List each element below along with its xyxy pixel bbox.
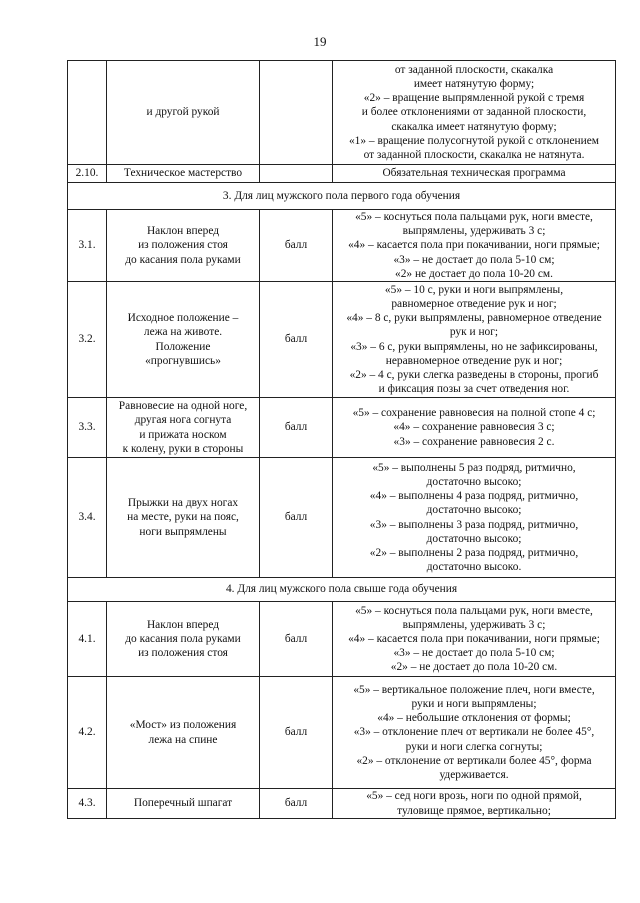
criteria-line: равномерное отведение рук и ног; [391, 297, 557, 310]
exercise-name-line: к колену, руки в стороны [122, 442, 244, 455]
criteria-line: рук и ног; [449, 326, 499, 339]
exercise-name-line: Наклон вперед [146, 618, 220, 631]
criteria-line: «3» – не достает до пола 5-10 см; [393, 647, 555, 660]
unit-cell: балл [260, 210, 333, 282]
criteria-line: и фиксация позы за счет отведения ног. [378, 383, 570, 396]
criteria-line: скакалка имеет натянутую форму; [391, 120, 557, 133]
criteria-line: Обязательная техническая программа [382, 167, 566, 180]
exercise-name-line: ноги выпрямлены [139, 525, 227, 538]
criteria-cell [333, 165, 616, 183]
exercise-name [107, 458, 260, 578]
exercise-name [107, 602, 260, 677]
criteria-line: удерживается. [439, 769, 509, 782]
item-number: 3.1. [68, 210, 107, 282]
exercise-name-line: «Мост» из положения [129, 719, 237, 732]
criteria-line: «5» – коснуться пола пальцами рук, ноги вместе, [355, 211, 593, 223]
criteria-line: «3» – выполнены 3 раза подряд, ритмично, [369, 518, 579, 531]
section-title: 3. Для лиц мужского пола первого года обучения [68, 183, 616, 210]
exercise-name-line: Равновесие на одной ноге, [118, 400, 248, 413]
criteria-line: достаточно высоко; [426, 532, 522, 545]
unit-cell [260, 61, 333, 165]
exercise-name-line: Техническое мастерство [123, 167, 243, 180]
exercise-name-line: из положения стоя [138, 239, 228, 252]
table-row [68, 165, 616, 183]
criteria-line: «3» – 6 с, руки выпрямлены, но не зафиксированы, [350, 340, 598, 353]
unit-cell: балл [260, 602, 333, 677]
exercise-name-line: на месте, руки на пояс, [127, 511, 239, 524]
exercise-name [107, 677, 260, 789]
exercise-name-line: Наклон вперед [146, 225, 220, 238]
criteria-line: неравномерное отведение рук и ног; [385, 354, 563, 367]
criteria-line: достаточно высоко; [426, 475, 522, 488]
exercise-name [107, 61, 260, 165]
section-row [68, 578, 616, 602]
unit-cell: балл [260, 282, 333, 398]
unit-cell: балл [260, 398, 333, 458]
exercise-name-line: и другой рукой [146, 106, 220, 119]
exercise-name-line: лежа на животе. [143, 326, 223, 339]
exercise-name-line: до касания пола руками [125, 253, 241, 266]
criteria-cell [333, 677, 616, 789]
item-number: 3.4. [68, 458, 107, 578]
criteria-line: «2» – не достает до пола 10-20 см. [390, 661, 558, 674]
exercise-name-line: и прижата носком [139, 428, 227, 441]
criteria-line: «2» – выполнены 2 раза подряд, ритмично, [369, 546, 579, 559]
exercise-name [107, 398, 260, 458]
unit-cell: балл [260, 789, 333, 819]
criteria-line: и более отклонениями от заданной плоскости, [361, 106, 587, 119]
item-number [68, 61, 107, 165]
criteria-line: руки и ноги выпрямлены; [411, 698, 537, 710]
criteria-line: от заданной плоскости, скакалка не натянута. [363, 149, 585, 161]
criteria-line: «4» – касается пола при покачивании, ноги прямые; [348, 632, 600, 645]
criteria-line: «5» – сохранение равновесия на полной стопе 4 с; [352, 407, 596, 420]
unit-cell [260, 165, 333, 183]
table-row [68, 677, 616, 789]
table-row [68, 789, 616, 819]
criteria-line: выпрямлены, удерживать 3 с; [402, 225, 546, 238]
criteria-cell [333, 602, 616, 677]
criteria-line: «5» – коснуться пола пальцами рук, ноги вместе, [355, 604, 593, 617]
table-row [68, 398, 616, 458]
criteria-line: от заданной плоскости, скакалка [394, 63, 554, 76]
standards-table [67, 60, 616, 819]
table-row [68, 602, 616, 677]
criteria-line: выпрямлены, удерживать 3 с; [402, 618, 546, 631]
criteria-cell [333, 789, 616, 819]
criteria-line: «5» – сед ноги врозь, ноги по одной прямой, [366, 790, 582, 803]
exercise-name-line: Прыжки на двух ногах [127, 497, 239, 510]
criteria-cell [333, 458, 616, 578]
criteria-line: туловище прямое, вертикально; [397, 804, 551, 817]
item-number: 3.2. [68, 282, 107, 398]
exercise-name [107, 789, 260, 819]
unit-cell: балл [260, 677, 333, 789]
criteria-line: «4» – 8 с, руки выпрямлены, равномерное отведение [346, 312, 602, 325]
criteria-cell [333, 61, 616, 165]
criteria-line: «3» – сохранение равновесия 2 с. [393, 435, 555, 448]
item-number: 2.10. [68, 165, 107, 183]
exercise-name [107, 210, 260, 282]
item-number: 4.1. [68, 602, 107, 677]
criteria-line: достаточно высоко. [426, 561, 522, 574]
page-number: 19 [313, 34, 327, 49]
exercise-name-line: Поперечный шпагат [133, 797, 233, 810]
criteria-line: «4» – сохранение равновесия 3 с; [393, 421, 555, 434]
item-number: 4.3. [68, 789, 107, 819]
table-row [68, 458, 616, 578]
criteria-line: «4» – касается пола при покачивании, ноги прямые; [348, 239, 600, 252]
exercise-name-line: «прогнувшись» [145, 354, 221, 367]
table-row [68, 210, 616, 282]
item-number: 4.2. [68, 677, 107, 789]
criteria-line: «2» – вращение выпрямленной рукой с тремя [363, 92, 585, 105]
criteria-cell [333, 210, 616, 282]
section-title: 4. Для лиц мужского пола свыше года обучения [68, 578, 616, 602]
criteria-line: «3» – отклонение плеч от вертикали не более 45°, [353, 726, 595, 739]
criteria-line: «5» – вертикальное положение плеч, ноги вместе, [353, 683, 595, 696]
criteria-line: «2» не достает до пола 10-20 см. [395, 267, 553, 280]
criteria-line: имеет натянутую форму; [413, 77, 535, 90]
exercise-name-line: Положение [155, 340, 211, 353]
exercise-name [107, 165, 260, 183]
criteria-cell [333, 398, 616, 458]
criteria-line: «4» – выполнены 4 раза подряд, ритмично, [369, 490, 579, 503]
table-row [68, 282, 616, 398]
exercise-name [107, 282, 260, 398]
criteria-line: достаточно высоко; [426, 504, 522, 517]
exercise-name-line: из положения стоя [138, 647, 228, 660]
unit-cell: балл [260, 458, 333, 578]
table-row [68, 61, 616, 165]
criteria-line: «2» – отклонение от вертикали более 45°, форма [356, 754, 592, 767]
standards-table-body [68, 61, 616, 819]
exercise-name-line: до касания пола руками [125, 632, 241, 645]
criteria-line: «3» – не достает до пола 5-10 см; [393, 253, 555, 266]
exercise-name-line: другая нога согнута [134, 414, 232, 427]
exercise-name-line: лежа на спине [148, 733, 218, 746]
criteria-line: «2» – 4 с, руки слегка разведены в стороны, прогиб [349, 368, 599, 381]
criteria-line: «5» – выполнены 5 раз подряд, ритмично, [372, 461, 576, 474]
exercise-name-line: Исходное положение – [127, 312, 239, 325]
criteria-line: руки и ноги слегка согнуты; [405, 740, 543, 753]
criteria-line: «5» – 10 с, руки и ноги выпрямлены, [384, 283, 564, 296]
criteria-line: «1» – вращение полусогнутой рукой с отклонением [348, 134, 599, 147]
item-number: 3.3. [68, 398, 107, 458]
section-row [68, 183, 616, 210]
criteria-line: «4» – небольшие отклонения от формы; [377, 712, 571, 725]
criteria-cell [333, 282, 616, 398]
